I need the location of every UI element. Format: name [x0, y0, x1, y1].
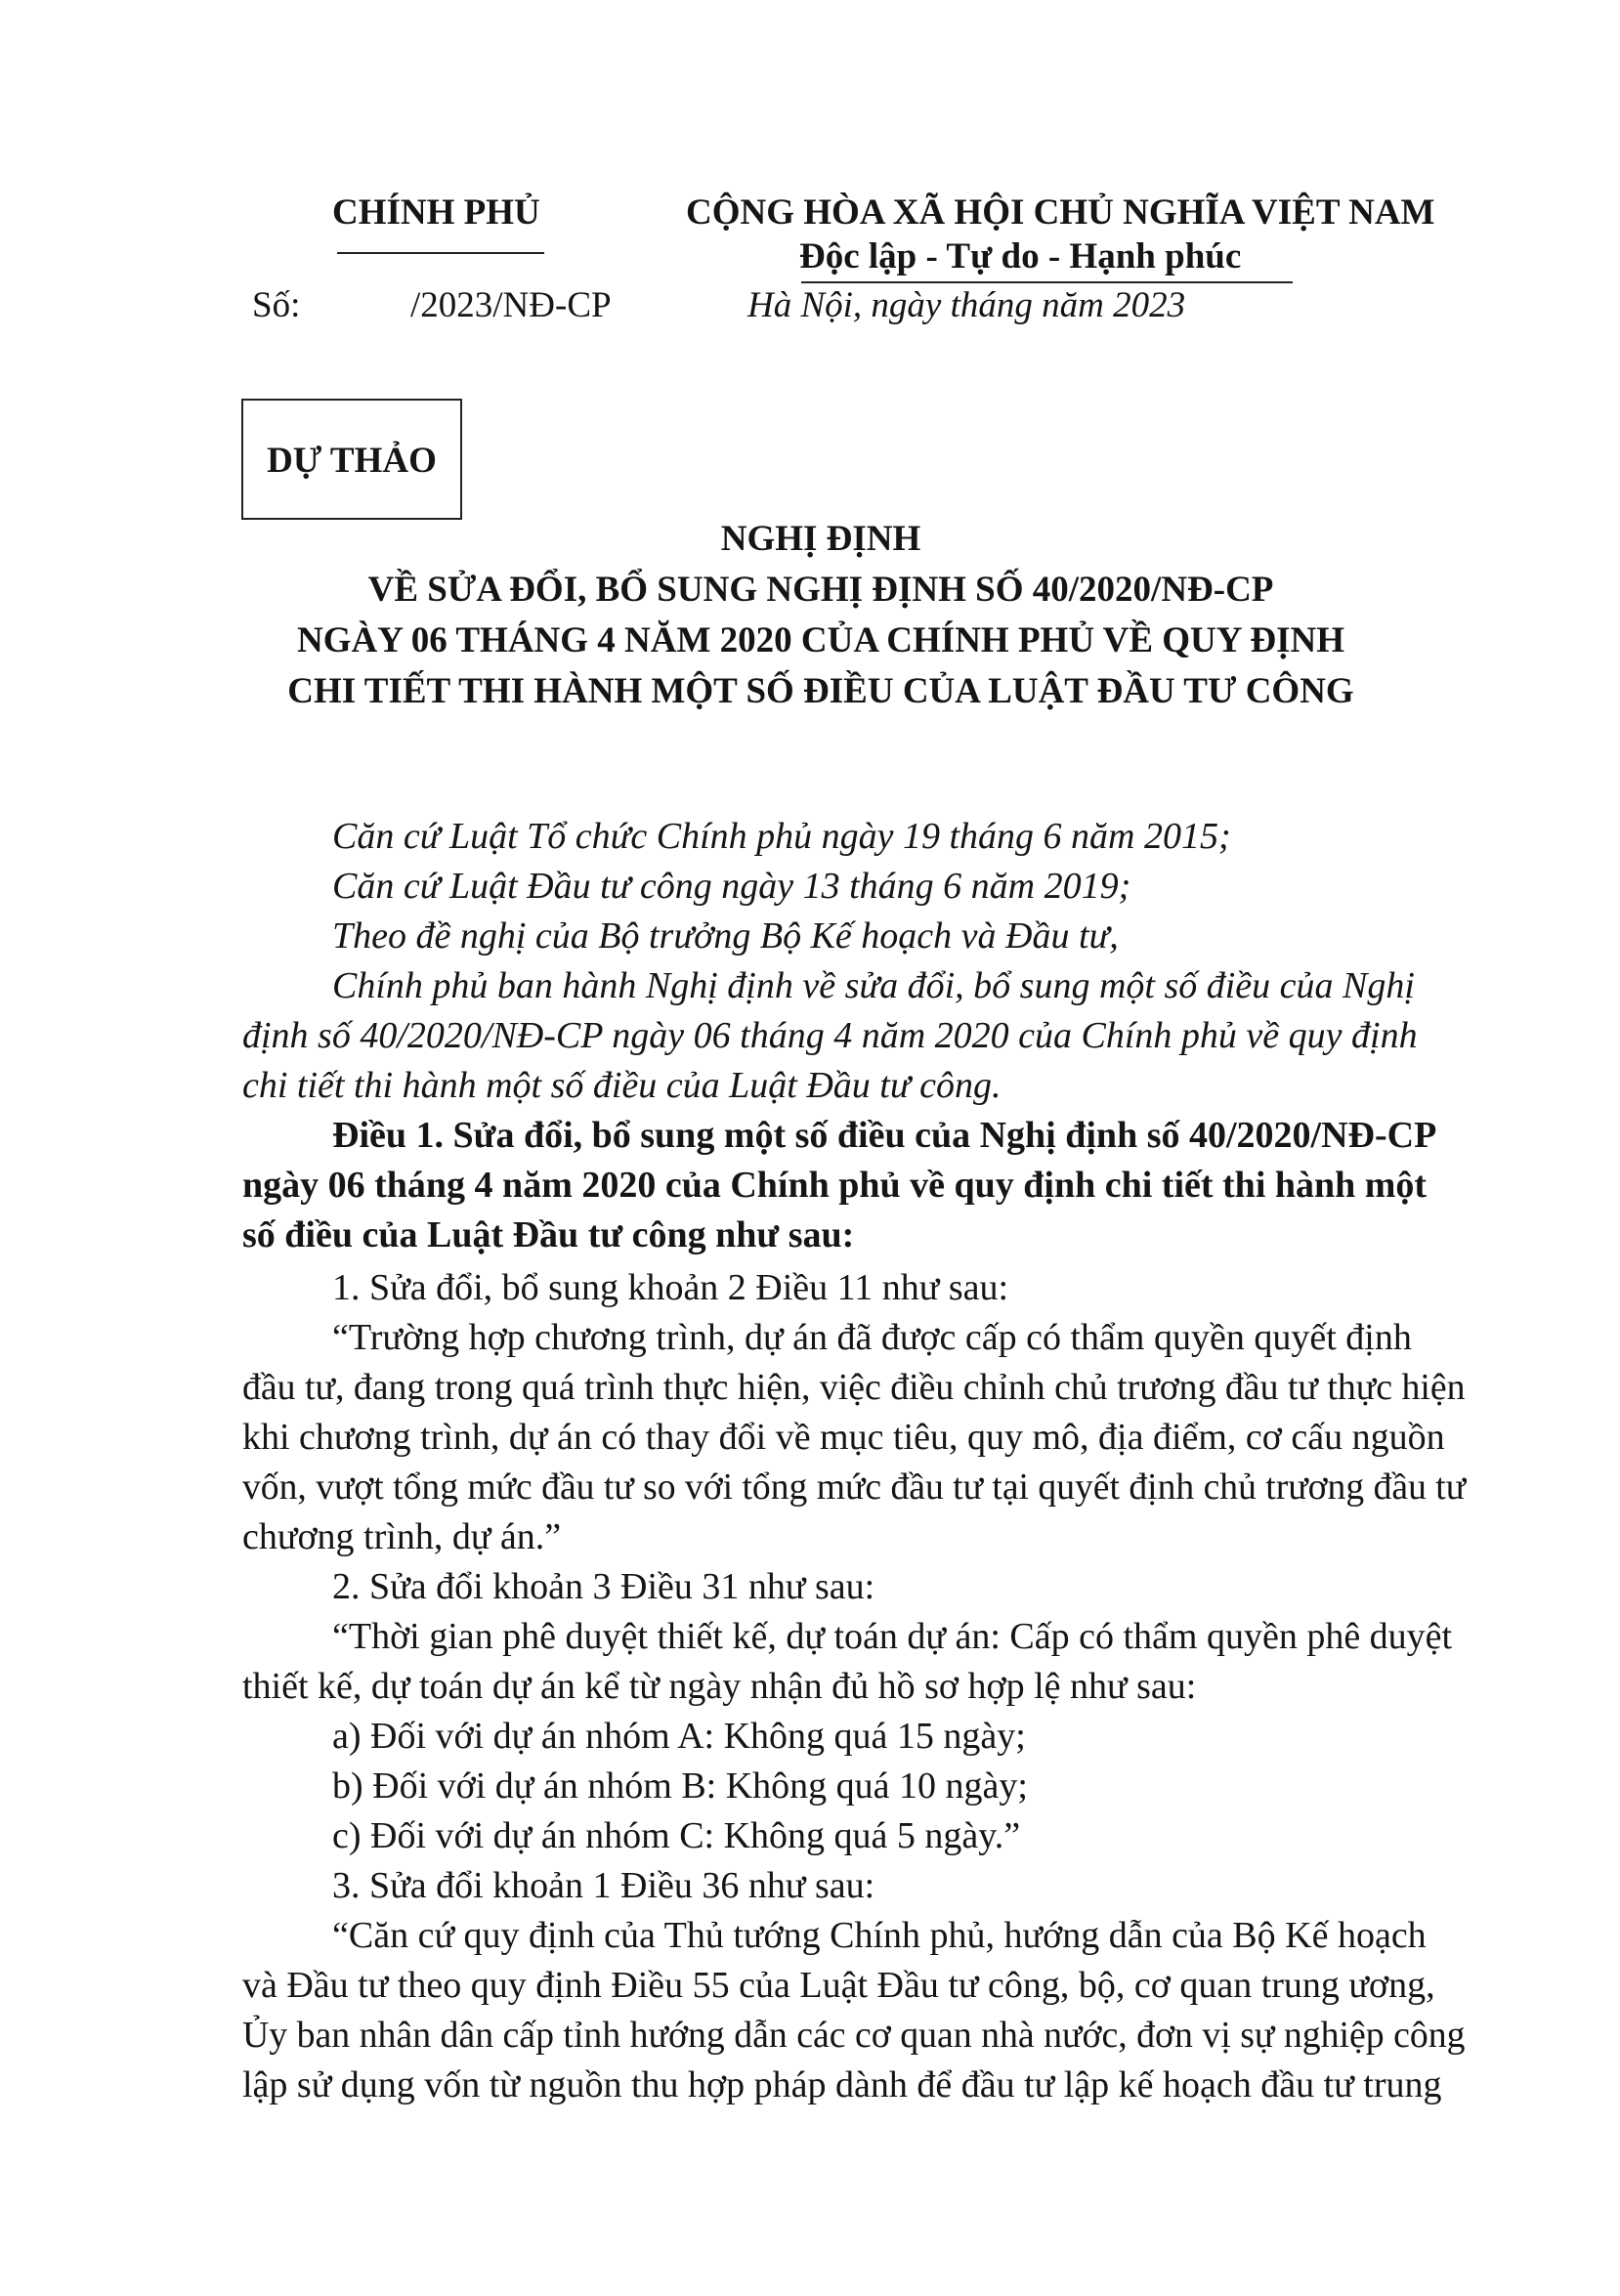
preamble-line: Căn cứ Luật Đầu tư công ngày 13 tháng 6 năm 2019;: [332, 866, 1131, 907]
preamble-line: Căn cứ Luật Tổ chức Chính phủ ngày 19 tháng 6 năm 2015;: [332, 816, 1231, 857]
clause-3-text: Ủy ban nhân dân cấp tỉnh hướng dẫn các cơ quan nhà nước, đơn vị sự nghiệp công: [242, 2015, 1466, 2056]
clause-1-text: khi chương trình, dự án có thay đổi về mục tiêu, quy mô, địa điểm, cơ cấu nguồn: [242, 1417, 1445, 1458]
article-1-heading: Điều 1. Sửa đổi, bổ sung một số điều của Nghị định số 40/2020/NĐ-CP: [332, 1115, 1437, 1156]
clause-1-heading: 1. Sửa đổi, bổ sung khoản 2 Điều 11 như sau:: [332, 1267, 1009, 1308]
article-1-heading: số điều của Luật Đầu tư công như sau:: [242, 1214, 855, 1255]
draft-stamp: [241, 399, 462, 520]
number-value: /2023/NĐ-CP: [410, 285, 612, 325]
preamble-line: Chính phủ ban hành Nghị định về sửa đổi, bổ sung một số điều của Nghị: [332, 965, 1415, 1006]
clause-1-text: đầu tư, đang trong quá trình thực hiện, việc điều chỉnh chủ trương đầu tư thực hiện: [242, 1367, 1466, 1408]
clause-2-item: b) Đối với dự án nhóm B: Không quá 10 ngày;: [332, 1765, 1028, 1807]
number-label: Số:: [252, 285, 301, 325]
place-date: Hà Nội, ngày tháng năm 2023: [747, 285, 1186, 325]
clause-2-item: c) Đối với dự án nhóm C: Không quá 5 ngày.”: [332, 1815, 1021, 1856]
article-1-heading: ngày 06 tháng 4 năm 2020 của Chính phủ về quy định chi tiết thi hành một: [242, 1165, 1428, 1206]
decree-title: NGHỊ ĐỊNH: [720, 519, 921, 559]
preamble-line: chi tiết thi hành một số điều của Luật Đầu tư công.: [242, 1065, 1002, 1106]
decree-subtitle-3: CHI TIẾT THI HÀNH MỘT SỐ ĐIỀU CỦA LUẬT ĐẦU TƯ CÔNG: [287, 671, 1354, 711]
clause-3-text: và Đầu tư theo quy định Điều 55 của Luật Đầu tư công, bộ, cơ quan trung ương,: [242, 1965, 1435, 2006]
decree-subtitle-2: NGÀY 06 THÁNG 4 NĂM 2020 CỦA CHÍNH PHỦ VỀ QUY ĐỊNH: [296, 620, 1344, 660]
motto: Độc lập - Tự do - Hạnh phúc: [799, 236, 1242, 276]
clause-2-heading: 2. Sửa đổi khoản 3 Điều 31 như sau:: [332, 1566, 875, 1607]
clause-3-text: lập sử dụng vốn từ nguồn thu hợp pháp dành để đầu tư lập kế hoạch đầu tư trung: [242, 2064, 1442, 2105]
preamble-line: định số 40/2020/NĐ-CP ngày 06 tháng 4 năm 2020 của Chính phủ về quy định: [242, 1015, 1418, 1056]
clause-3-heading: 3. Sửa đổi khoản 1 Điều 36 như sau:: [332, 1865, 875, 1906]
motto-underline: [801, 281, 1293, 283]
decree-subtitle-1: VỀ SỬA ĐỔI, BỔ SUNG NGHỊ ĐỊNH SỐ 40/2020/NĐ-CP: [367, 570, 1274, 610]
country-name: CỘNG HÒA XÃ HỘI CHỦ NGHĨA VIỆT NAM: [686, 192, 1435, 233]
clause-3-text: “Căn cứ quy định của Thủ tướng Chính phủ, hướng dẫn của Bộ Kế hoạch: [332, 1915, 1427, 1956]
clause-2-text: thiết kế, dự toán dự án kể từ ngày nhận đủ hồ sơ hợp lệ như sau:: [242, 1666, 1197, 1707]
issuer-underline: [337, 252, 544, 254]
clause-1-text: “Trường hợp chương trình, dự án đã được cấp có thẩm quyền quyết định: [332, 1317, 1412, 1358]
issuer: CHÍNH PHỦ: [332, 192, 540, 233]
clause-1-text: vốn, vượt tổng mức đầu tư so với tổng mức đầu tư tại quyết định chủ trương đầu tư: [242, 1467, 1467, 1508]
clause-1-text: chương trình, dự án.”: [242, 1516, 562, 1557]
preamble-line: Theo đề nghị của Bộ trưởng Bộ Kế hoạch và Đầu tư,: [332, 915, 1119, 957]
clause-2-text: “Thời gian phê duyệt thiết kế, dự toán dự án: Cấp có thẩm quyền phê duyệt: [332, 1616, 1453, 1657]
clause-2-item: a) Đối với dự án nhóm A: Không quá 15 ngày;: [332, 1716, 1026, 1757]
draft-label: DỰ THẢO: [267, 441, 437, 481]
